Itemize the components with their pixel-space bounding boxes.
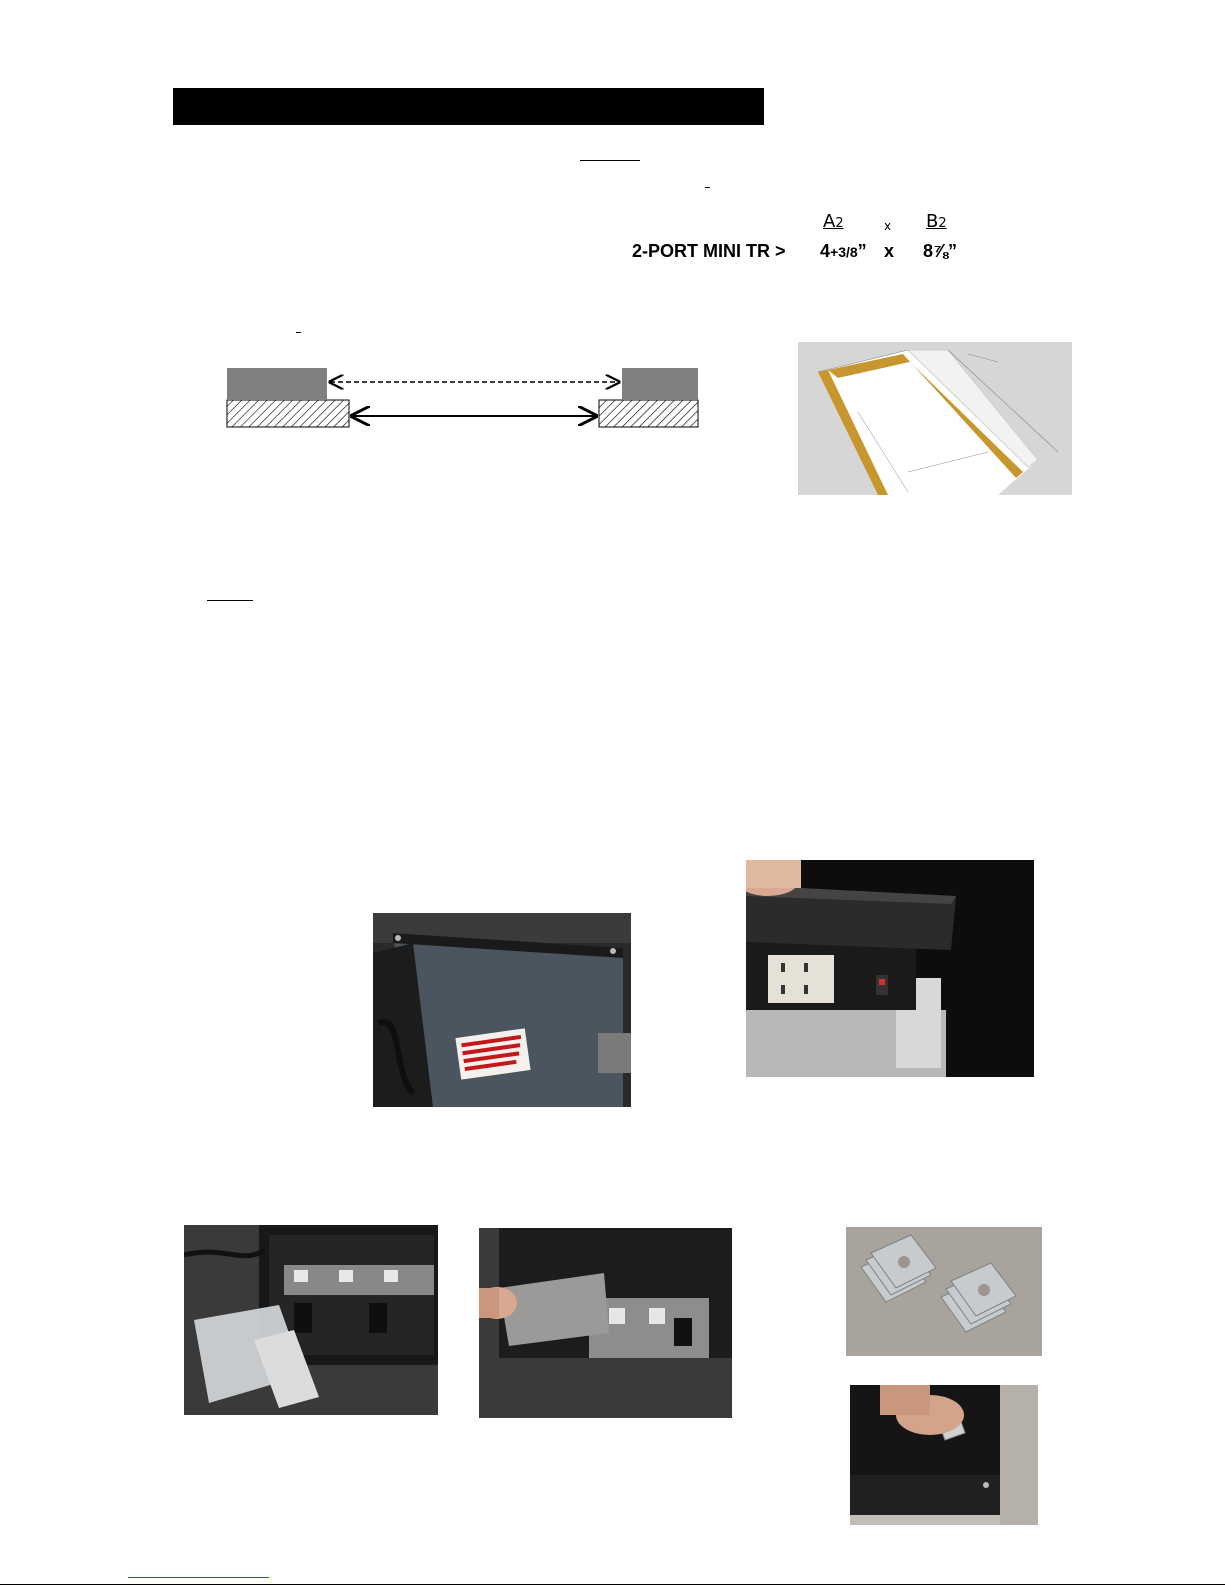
- countertop-left: [227, 400, 349, 427]
- washer-insert-photo: [850, 1385, 1038, 1525]
- top-block-right: [622, 368, 698, 399]
- dimension-a-whole: 4: [820, 241, 831, 261]
- countertop-right: [599, 400, 698, 427]
- dimension-a-value: [820, 242, 867, 260]
- enclosure-cover-photo: [373, 913, 631, 1107]
- footer-link-underline[interactable]: [128, 1577, 269, 1578]
- foam-insert-photo: [479, 1228, 732, 1418]
- cutout-cross-section-diagram: [220, 362, 705, 434]
- square-washers-photo: [846, 1227, 1042, 1356]
- column-separator: x: [884, 219, 892, 233]
- countertop-cutout-render: [798, 342, 1072, 495]
- top-block-left: [227, 368, 327, 399]
- underline-mark: [705, 187, 710, 188]
- power-unit-photo: [746, 860, 1034, 1077]
- product-row-label: 2-PORT MINI TR >: [632, 241, 786, 261]
- underline-mark: [580, 160, 640, 161]
- column-b-header: [926, 213, 947, 231]
- column-a-label: A: [823, 211, 836, 232]
- column-a-header: [823, 213, 844, 231]
- dimension-a-fraction: +3/8: [830, 244, 858, 260]
- dimension-row-separator: x: [884, 241, 895, 261]
- dimension-b-value: 8⅞”: [923, 241, 958, 261]
- column-b-subscript: 2: [938, 216, 947, 231]
- column-b-label: B: [926, 211, 939, 232]
- underline-mark: [207, 600, 253, 601]
- dimension-a-unit: ”: [857, 241, 867, 261]
- enclosure-with-foam-bag-photo: [184, 1225, 438, 1415]
- column-a-subscript: 2: [835, 216, 844, 231]
- section-title-bar: [173, 88, 764, 125]
- underline-mark: [296, 332, 301, 333]
